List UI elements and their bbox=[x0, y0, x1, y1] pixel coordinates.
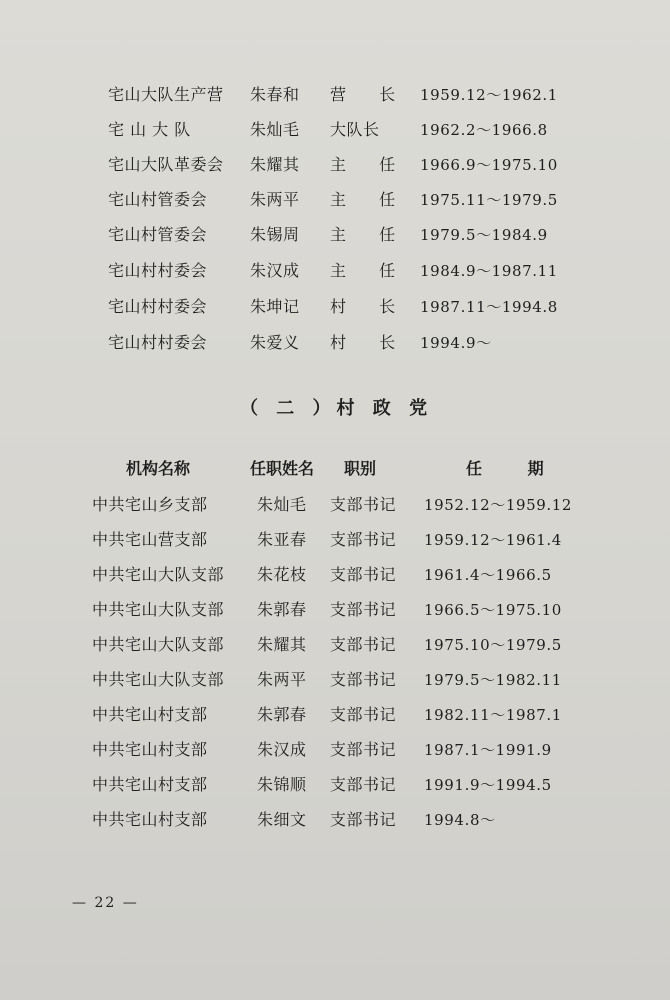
term-period: 1959.12～1962.1 bbox=[420, 86, 558, 104]
position-title: 主 任 bbox=[330, 155, 410, 174]
table-row bbox=[0, 803, 670, 837]
header-org: 机构名称 bbox=[126, 459, 191, 478]
table-row bbox=[0, 593, 670, 627]
term-period: 1984.9～1987.11 bbox=[420, 262, 558, 280]
position-title: 支部书记 bbox=[330, 740, 397, 759]
table-row bbox=[0, 733, 670, 767]
term-period: 1975.10～1979.5 bbox=[424, 636, 562, 654]
position-title: 村 长 bbox=[330, 297, 410, 316]
position-title: 支部书记 bbox=[330, 670, 397, 689]
person-name: 朱汉成 bbox=[250, 261, 300, 280]
org-name: 中共宅山大队支部 bbox=[92, 635, 225, 654]
term-period: 1959.12～1961.4 bbox=[424, 531, 562, 549]
org-name: 宅山村村委会 bbox=[108, 297, 208, 316]
person-name: 朱灿毛 bbox=[250, 120, 300, 139]
header-name: 任职姓名 bbox=[250, 459, 315, 478]
person-name: 朱坤记 bbox=[250, 297, 300, 316]
org-name: 中共宅山村支部 bbox=[92, 705, 208, 724]
table-row bbox=[0, 113, 670, 147]
person-name: 朱锦顺 bbox=[257, 775, 307, 794]
position-title: 支部书记 bbox=[330, 705, 397, 724]
position-title: 大队长 bbox=[330, 120, 380, 139]
position-title: 支部书记 bbox=[330, 775, 397, 794]
position-title: 主 任 bbox=[330, 261, 410, 280]
table-row bbox=[0, 183, 670, 217]
org-name: 宅山村管委会 bbox=[108, 190, 208, 209]
org-name: 宅山村村委会 bbox=[108, 261, 208, 280]
person-name: 朱锡周 bbox=[250, 225, 300, 244]
term-period: 1991.9～1994.5 bbox=[424, 776, 552, 794]
org-name: 中共宅山村支部 bbox=[92, 740, 208, 759]
org-name: 中共宅山村支部 bbox=[92, 810, 208, 829]
term-period: 1994.9～ bbox=[420, 334, 492, 352]
header-title: 职别 bbox=[344, 459, 377, 478]
position-title: 支部书记 bbox=[330, 635, 397, 654]
term-period: 1979.5～1984.9 bbox=[420, 226, 548, 244]
person-name: 朱爱义 bbox=[250, 333, 300, 352]
term-period: 1961.4～1966.5 bbox=[424, 566, 552, 584]
table-row bbox=[0, 218, 670, 252]
position-title: 村 长 bbox=[330, 333, 410, 352]
table-row bbox=[0, 698, 670, 732]
term-period: 1962.2～1966.8 bbox=[420, 121, 548, 139]
header-term: 任 期 bbox=[466, 459, 564, 478]
position-title: 营 长 bbox=[330, 85, 410, 104]
org-name: 宅山村村委会 bbox=[108, 333, 208, 352]
position-title: 主 任 bbox=[330, 190, 410, 209]
org-name: 中共宅山村支部 bbox=[92, 775, 208, 794]
table-row bbox=[0, 290, 670, 324]
term-period: 1987.11～1994.8 bbox=[420, 298, 558, 316]
table-row bbox=[0, 768, 670, 802]
term-period: 1987.1～1991.9 bbox=[424, 741, 552, 759]
table-row bbox=[0, 148, 670, 182]
position-title: 支部书记 bbox=[330, 810, 397, 829]
person-name: 朱细文 bbox=[257, 810, 307, 829]
table-row bbox=[0, 663, 670, 697]
position-title: 主 任 bbox=[330, 225, 410, 244]
org-name: 中共宅山大队支部 bbox=[92, 565, 225, 584]
org-name: 中共宅山乡支部 bbox=[92, 495, 208, 514]
org-name: 中共宅山大队支部 bbox=[92, 600, 225, 619]
org-name: 宅山大队革委会 bbox=[108, 155, 224, 174]
person-name: 朱郭春 bbox=[257, 705, 307, 724]
person-name: 朱两平 bbox=[257, 670, 307, 689]
term-period: 1979.5～1982.11 bbox=[424, 671, 562, 689]
position-title: 支部书记 bbox=[330, 600, 397, 619]
term-period: 1994.8～ bbox=[424, 811, 496, 829]
table-row bbox=[0, 558, 670, 592]
person-name: 朱耀其 bbox=[257, 635, 307, 654]
position-title: 支部书记 bbox=[330, 565, 397, 584]
section-heading: （ 二 ）村 政 党 bbox=[240, 398, 434, 419]
table-row bbox=[0, 523, 670, 557]
table-row bbox=[0, 254, 670, 288]
term-period: 1966.9～1975.10 bbox=[420, 156, 558, 174]
table-row bbox=[0, 78, 670, 112]
person-name: 朱春和 bbox=[250, 85, 300, 104]
person-name: 朱两平 bbox=[250, 190, 300, 209]
org-name: 宅山大队生产营 bbox=[108, 85, 224, 104]
person-name: 朱汉成 bbox=[257, 740, 307, 759]
org-name: 宅 山 大 队 bbox=[108, 120, 191, 139]
person-name: 朱郭春 bbox=[257, 600, 307, 619]
table-row bbox=[0, 488, 670, 522]
position-title: 支部书记 bbox=[330, 495, 397, 514]
table-row bbox=[0, 628, 670, 662]
org-name: 中共宅山大队支部 bbox=[92, 670, 225, 689]
position-title: 支部书记 bbox=[330, 530, 397, 549]
org-name: 中共宅山营支部 bbox=[92, 530, 208, 549]
org-name: 宅山村管委会 bbox=[108, 225, 208, 244]
person-name: 朱灿毛 bbox=[257, 495, 307, 514]
term-period: 1975.11～1979.5 bbox=[420, 191, 558, 209]
term-period: 1952.12～1959.12 bbox=[424, 496, 573, 514]
person-name: 朱花枝 bbox=[257, 565, 307, 584]
term-period: 1982.11～1987.1 bbox=[424, 706, 562, 724]
person-name: 朱亚春 bbox=[257, 530, 307, 549]
table-row bbox=[0, 326, 670, 360]
page-number: — 22 — bbox=[72, 895, 139, 911]
person-name: 朱耀其 bbox=[250, 155, 300, 174]
term-period: 1966.5～1975.10 bbox=[424, 601, 562, 619]
